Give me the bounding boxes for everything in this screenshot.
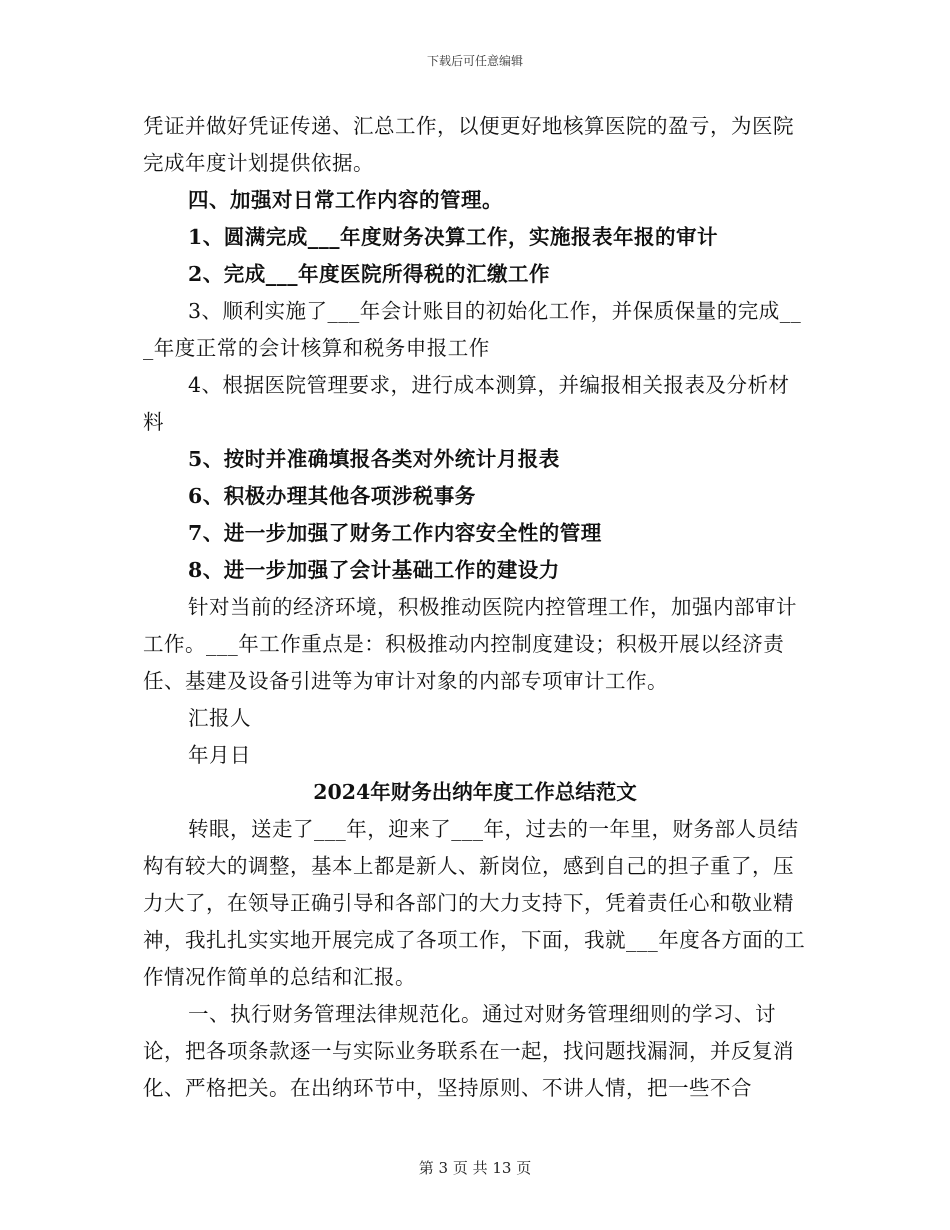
page-header-note: 下载后可任意编辑: [426, 54, 523, 68]
section-heading-daily-management: 四、加强对日常工作内容的管理。: [188, 188, 503, 212]
list-item-7: 7、进一步加强了财务工作内容安全性的管理: [188, 521, 602, 545]
reporter-label: 汇报人: [188, 706, 251, 730]
list-item-4: 4、根据医院管理要求，进行成本测算，并编报相关报表及分析材料: [143, 373, 790, 434]
paragraph-voucher: 凭证并做好凭证传递、汇总工作，以便更好地核算医院的盈亏，为医院完成年度计划提供依据。: [143, 114, 794, 175]
paragraph-audit: 针对当前的经济环境，积极推动医院内控管理工作，加强内部审计工作。___年工作重点是：积极推动内控制度建设；积极开展以经济责任、基建及设备引进等为审计对象的内部专项审计工作。: [143, 595, 797, 693]
list-item-3: 3、顺利实施了___年会计账目的初始化工作，并保质保量的完成___年度正常的会计核算和税务申报工作: [143, 299, 802, 360]
list-item-1: 1、圆满完成___年度财务决算工作，实施报表年报的审计: [188, 225, 719, 249]
document-body: [143, 108, 807, 1107]
list-item-2: 2、完成___年度医院所得税的汇缴工作: [188, 262, 551, 286]
list-item-5: 5、按时并准确填报各类对外统计月报表: [188, 447, 560, 471]
paragraph-intro: 转眼，送走了___年，迎来了___年，过去的一年里，财务部人员结构有较大的调整，基本上都是新人、新岗位，感到自己的担子重了，压力大了，在领导正确引导和各部门的大力支持下，凭着责任心和敬业精神，我扎扎实实地开展完成了各项工作，下面，我就___年度各方面的工作情况作简单的总结和汇报。: [143, 817, 806, 989]
paragraph-section-one: 一、执行财务管理法律规范化。通过对财务管理细则的学习、讨论，把各项条款逐一与实际业务联系在一起，找问题找漏洞，并反复消化、严格把关。在出纳环节中，坚持原则、不讲人情，把一些不合: [143, 1002, 794, 1100]
page-number: 第 3 页 共 13 页: [418, 1159, 532, 1177]
list-item-6: 6、积极办理其他各项涉税事务: [188, 484, 476, 508]
document-title: 2024年财务出纳年度工作总结范文: [313, 780, 637, 804]
date-label: 年月日: [188, 743, 251, 767]
list-item-8: 8、进一步加强了会计基础工作的建设力: [188, 558, 560, 582]
